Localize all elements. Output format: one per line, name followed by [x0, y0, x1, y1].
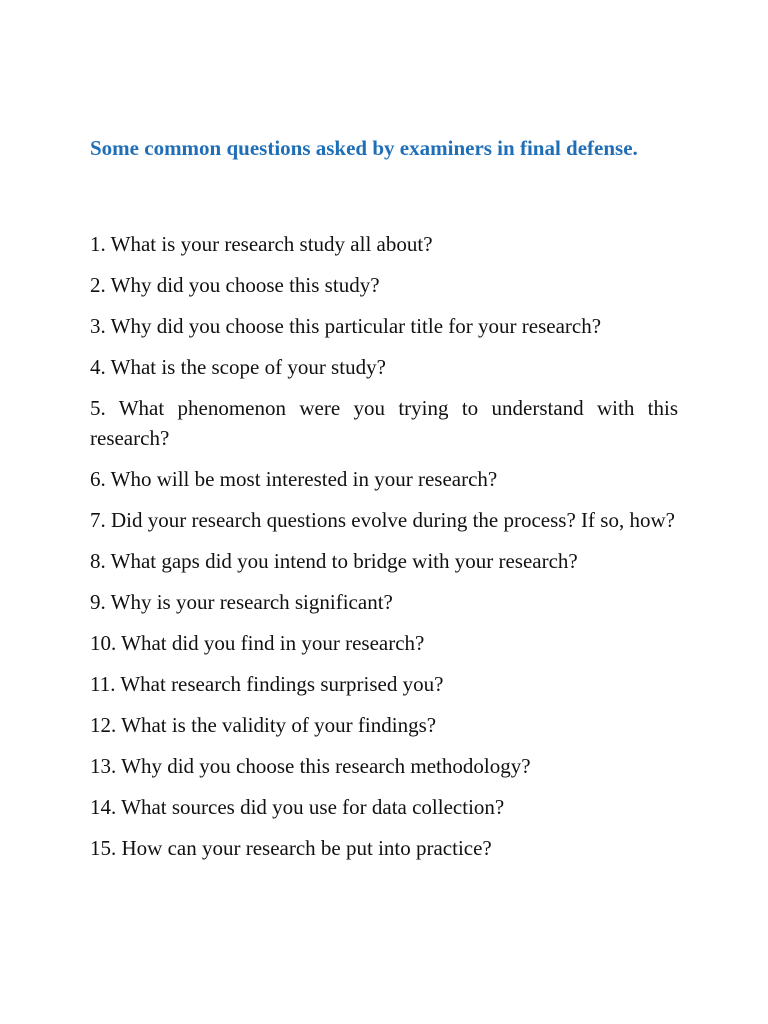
list-item: 12. What is the validity of your findings?	[90, 713, 437, 737]
list-item: 3. Why did you choose this particular title for your research?	[90, 314, 602, 338]
list-item: 14. What sources did you use for data collection?	[90, 795, 505, 819]
list-item: 1. What is your research study all about?	[90, 232, 433, 256]
list-item: 15. How can your research be put into practice?	[90, 836, 492, 860]
question-list	[90, 229, 678, 863]
list-item: 10. What did you find in your research?	[90, 631, 425, 655]
list-item: 9. Why is your research significant?	[90, 590, 393, 614]
list-item: 6. Who will be most interested in your research?	[90, 467, 498, 491]
page-heading: Some common questions asked by examiners in final defense.	[90, 136, 638, 160]
list-item: 11. What research findings surprised you?	[90, 672, 444, 696]
list-item: 8. What gaps did you intend to bridge with your research?	[90, 549, 578, 573]
list-item: 5. What phenomenon were you trying to understand with this research?	[90, 396, 678, 450]
list-item: 13. Why did you choose this research methodology?	[90, 754, 531, 778]
list-item: 4. What is the scope of your study?	[90, 355, 386, 379]
list-item: 7. Did your research questions evolve during the process? If so, how?	[90, 508, 675, 532]
list-item: 2. Why did you choose this study?	[90, 273, 380, 297]
